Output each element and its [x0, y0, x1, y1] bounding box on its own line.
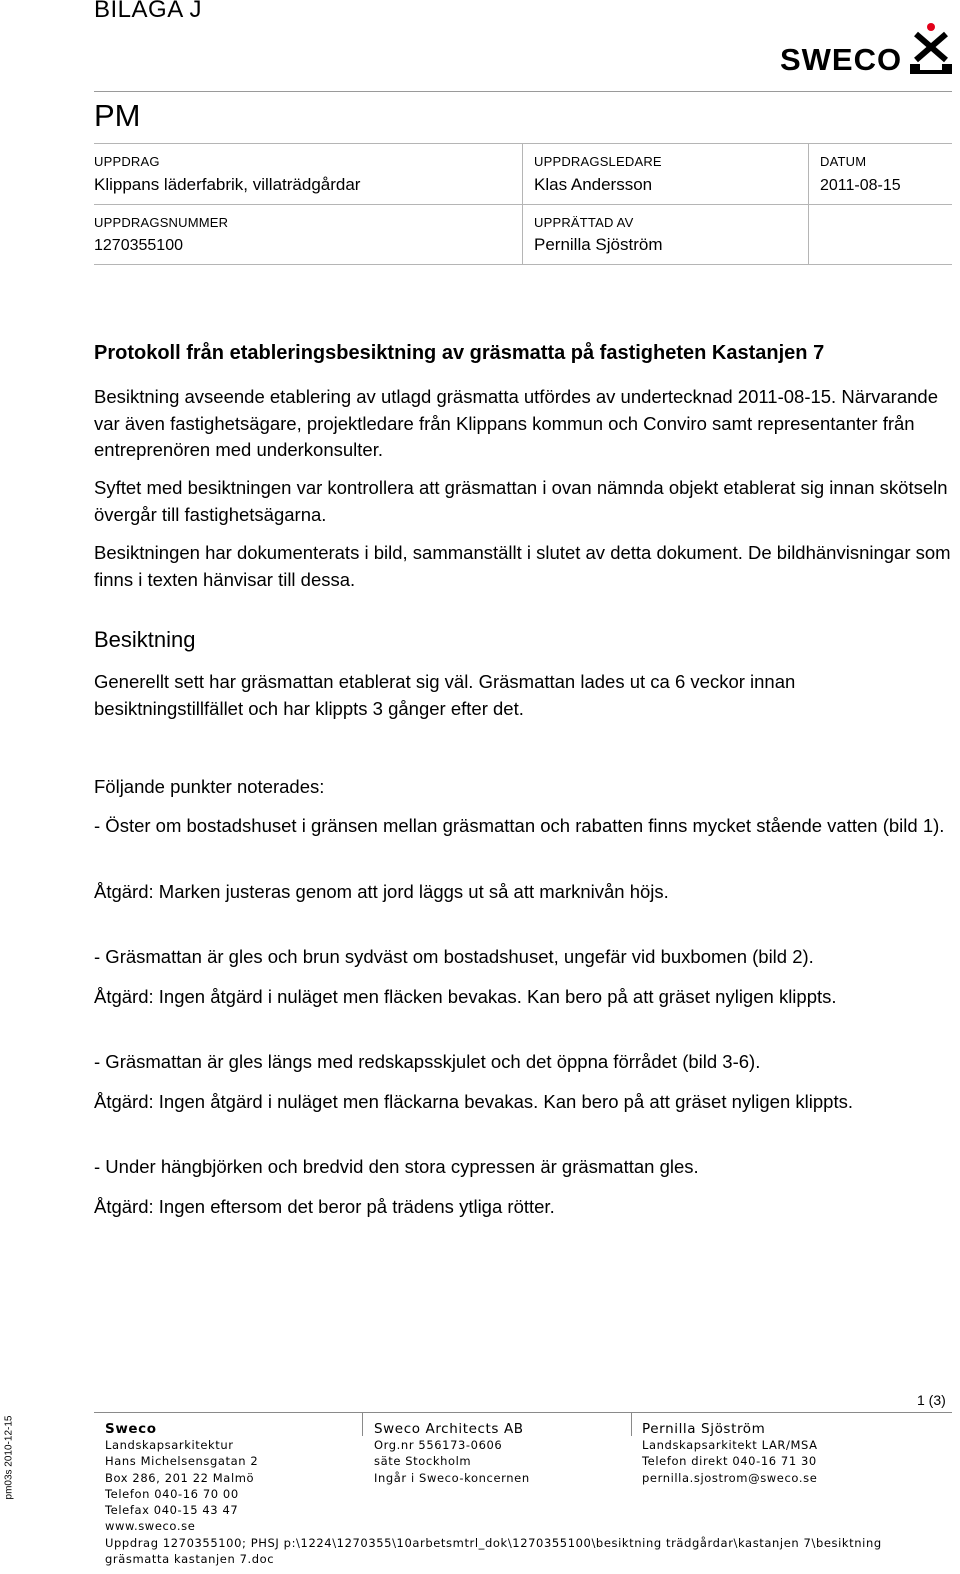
footer-contact-email: pernilla.sjostrom@sweco.se [642, 1470, 818, 1485]
uppdrag-value: Klippans läderfabrik, villaträdgårdar [94, 175, 361, 194]
table-rule-top [94, 143, 952, 144]
points-heading: Följande punkter noterades: [94, 776, 325, 797]
footer-divider-2 [631, 1412, 632, 1436]
document-type: PM [94, 98, 141, 133]
uppdragsledare-label: UPPDRAGSLEDARE [534, 154, 662, 169]
footer-divider-1 [362, 1412, 363, 1436]
footer-company-fax: Telefax 040-15 43 47 [105, 1503, 239, 1518]
datum-label: DATUM [820, 154, 867, 169]
footer-legal-name: Sweco Architects AB [374, 1421, 524, 1437]
table-divider-2 [808, 143, 809, 264]
footer-file-reference: Uppdrag 1270355100; PHSJ p:\1224\1270355\10arbetsmtrl_dok\1270355100\besiktning trädgårdar\kastanjen 7\besiktning gräsmatta kastanjen 7.doc [105, 1536, 882, 1567]
point-3: - Gräsmattan är gles längs med redskapsskjulet och det öppna förrådet (bild 3-6). [94, 1051, 761, 1072]
action-2: Åtgärd: Ingen åtgärd i nuläget men fläcken bevakas. Kan bero på att gräset nyligen klippts. [94, 986, 837, 1007]
sweco-logo-icon [906, 22, 956, 78]
footer-legal-block [374, 1421, 530, 1486]
intro-paragraph-2: Syftet med besiktningen var kontrollera att gräsmattan i ovan nämnda objekt etablerat sig innan skötseln övergår till fastighetsägarna. [94, 477, 948, 525]
document-title: Protokoll från etableringsbesiktning av gräsmatta på fastigheten Kastanjen 7 [94, 342, 825, 364]
template-code: pm03s 2010-12-15 [3, 1415, 15, 1500]
footer-company-street: Hans Michelsensgatan 2 [105, 1454, 259, 1469]
point-4: - Under hängbjörken och bredvid den stora cypressen är gräsmattan gles. [94, 1156, 699, 1177]
footer-legal-orgnr: Org.nr 556173-0606 [374, 1438, 503, 1453]
intro-paragraph-3: Besiktningen har dokumenterats i bild, sammanställt i slutet av detta dokument. De bildhänvisningar som finns i texten hänvisar till dessa. [94, 542, 951, 590]
footer-company-dept: Landskapsarkitektur [105, 1438, 234, 1453]
uppdragsnummer-value: 1270355100 [94, 237, 183, 254]
annex-label: BILAGA J [94, 0, 203, 23]
action-1: Åtgärd: Marken justeras genom att jord läggs ut så att marknivån höjs. [94, 881, 669, 902]
table-rule-bottom [94, 264, 952, 265]
table-divider-1 [522, 143, 523, 264]
footer-company-phone: Telefon 040-16 70 00 [105, 1486, 239, 1501]
uppdragsnummer-label: UPPDRAGSNUMMER [94, 215, 229, 230]
general-paragraph: Generellt sett har gräsmattan etablerat sig väl. Gräsmattan lades ut ca 6 veckor innan besiktningstillfället och har klippts 3 gånger efter det. [94, 671, 796, 719]
table-rule-middle [94, 204, 952, 205]
header-rule [94, 91, 952, 92]
point-1: - Öster om bostadshuset i gränsen mellan gräsmattan och rabatten finns mycket stående vatten (bild 1). [94, 815, 945, 836]
sweco-logo [780, 22, 956, 80]
datum-value: 2011-08-15 [820, 177, 901, 194]
footer-company-web: www.sweco.se [105, 1519, 196, 1534]
footer-company-block [105, 1421, 258, 1534]
uppdragsledare-value: Klas Andersson [534, 175, 653, 194]
logo-text: SWECO [780, 42, 903, 77]
footer-company-name: Sweco [105, 1421, 157, 1437]
intro-paragraph-1: Besiktning avseende etablering av utlagd gräsmatta utfördes av undertecknad 2011-08-15. Närvarande var även fastighetsägare, projektledare från Klippans kommun och Conviro samt representanter från entreprenören med underkonsulter. [94, 386, 938, 460]
footer-rule [94, 1412, 952, 1413]
footer-legal-group: Ingår i Sweco-koncernen [374, 1470, 530, 1485]
footer-legal-seat: säte Stockholm [374, 1454, 472, 1469]
upprattad-value: Pernilla Sjöström [534, 235, 663, 254]
footer-company-box: Box 286, 201 22 Malmö [105, 1470, 255, 1485]
page-number: 1 (3) [917, 1392, 946, 1408]
uppdrag-label: UPPDRAG [94, 154, 160, 169]
footer-contact-name: Pernilla Sjöström [642, 1421, 766, 1437]
footer-contact-phone: Telefon direkt 040-16 71 30 [642, 1454, 817, 1469]
action-4: Åtgärd: Ingen eftersom det beror på trädens ytliga rötter. [94, 1196, 555, 1217]
action-3: Åtgärd: Ingen åtgärd i nuläget men fläckarna bevakas. Kan bero på att gräset nyligen klippts. [94, 1091, 853, 1112]
footer-contact-title: Landskapsarkitekt LAR/MSA [642, 1438, 818, 1453]
section-heading: Besiktning [94, 627, 196, 652]
upprattad-label: UPPRÄTTAD AV [534, 215, 634, 230]
footer-contact-block [642, 1421, 818, 1486]
point-2: - Gräsmattan är gles och brun sydväst om bostadshuset, ungefär vid buxbomen (bild 2). [94, 946, 814, 967]
